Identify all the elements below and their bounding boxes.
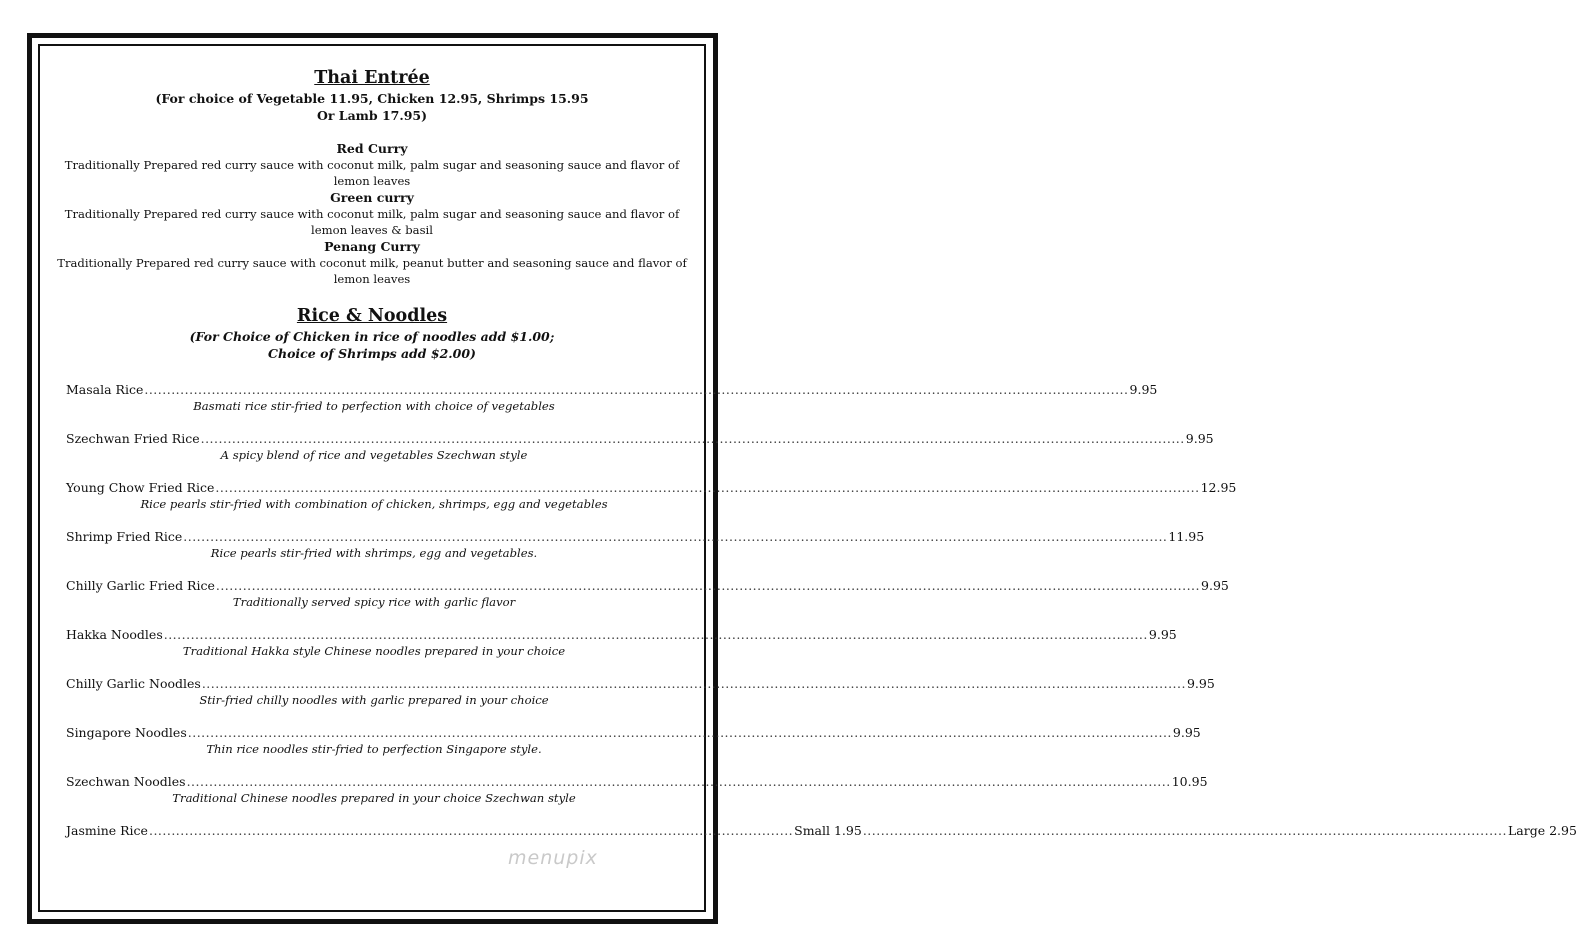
leader-dots: ............................................................................................................................................................................................................................ xyxy=(163,627,1148,642)
rice-section-header xyxy=(40,304,704,362)
menu-item xyxy=(66,578,1229,611)
menupix-watermark: menupix xyxy=(508,847,598,869)
menu-item xyxy=(66,725,1201,758)
menu-item-name: Shrimp Fried Rice xyxy=(66,529,183,544)
menu-item-price: 9.95 xyxy=(1129,382,1158,397)
leader-dots: ............................................................................................................................................................................................................................ xyxy=(201,676,1186,691)
leader-dots: ................................................................................................................................................ xyxy=(862,823,1507,838)
thai-section xyxy=(40,66,704,287)
menu-item-price: 11.95 xyxy=(1168,529,1205,544)
menu-item-price: 10.95 xyxy=(1171,774,1208,789)
curry-desc-red: Traditionally Prepared red curry sauce with coconut milk, palm sugar and seasoning sauce and flavor of lemon leaves xyxy=(64,158,680,188)
menu-item-name: Chilly Garlic Noodles xyxy=(66,676,201,691)
menu-item-desc: Stir-fried chilly noodles with garlic prepared in your choice xyxy=(199,693,549,707)
menu-item xyxy=(66,676,1215,709)
menu-item-name: Singapore Noodles xyxy=(66,725,187,740)
menu-item-price: 9.95 xyxy=(1185,431,1214,446)
menu-item-name: Masala Rice xyxy=(66,382,144,397)
menu-item-desc: A spicy blend of rice and vegetables Szechwan style xyxy=(220,448,528,462)
menu-item-desc: Rice pearls stir-fried with shrimps, egg and vegetables. xyxy=(210,546,538,560)
menu-item-desc: Traditional Chinese noodles prepared in your choice Szechwan style xyxy=(172,791,576,805)
curry-name-penang: Penang Curry xyxy=(324,239,420,254)
menu-item xyxy=(66,431,1214,464)
rice-items-list xyxy=(40,382,1237,807)
menu-item-desc: Thin rice noodles stir-fried to perfection Singapore style. xyxy=(206,742,542,756)
leader-dots: ............................................................................................................................................................................................................................ xyxy=(200,431,1185,446)
rice-subtitle-line2: Choice of Shrimps add $2.00) xyxy=(268,346,476,361)
menu-item xyxy=(66,529,1205,562)
curry-desc-penang: Traditionally Prepared red curry sauce with coconut milk, peanut butter and seasoning sauce and flavor of lemon leaves xyxy=(57,256,687,286)
jasmine-rice-name: Jasmine Rice xyxy=(66,823,148,838)
menu-item-price: 9.95 xyxy=(1148,627,1177,642)
thai-subtitle-line1: (For choice of Vegetable 11.95, Chicken 12.95, Shrimps 15.95 xyxy=(155,91,589,106)
menu-item xyxy=(66,627,1177,660)
menu-item-price: 9.95 xyxy=(1201,578,1229,593)
menu-item-name: Szechwan Noodles xyxy=(66,774,186,789)
leader-dots: ............................................................................................................................................................................................................................ xyxy=(183,529,1168,544)
menu-item-name: Hakka Noodles xyxy=(66,627,163,642)
rice-title: Rice & Noodles xyxy=(296,306,448,326)
jasmine-rice-item xyxy=(66,823,1577,839)
curry-name-red: Red Curry xyxy=(336,141,408,156)
menu-item-price: 9.95 xyxy=(1172,725,1201,740)
menu-item xyxy=(66,480,1237,513)
menu-item-price: 12.95 xyxy=(1200,480,1237,495)
menu-item xyxy=(66,382,1158,415)
thai-subtitle-line2: Or Lamb 17.95) xyxy=(316,108,428,123)
leader-dots: ............................................................................................................................................................................................................................ xyxy=(187,725,1172,740)
menu-item-name: Young Chow Fried Rice xyxy=(66,480,215,495)
menu-item-name: Chilly Garlic Fried Rice xyxy=(66,578,215,593)
menu-item-desc: Rice pearls stir-fried with combination of chicken, shrimps, egg and vegetables xyxy=(140,497,608,511)
menu-item-desc: Traditionally served spicy rice with garlic flavor xyxy=(232,595,516,609)
menu-item-price: 9.95 xyxy=(1186,676,1215,691)
menu-content xyxy=(40,66,1577,839)
menu-item-desc: Traditional Hakka style Chinese noodles prepared in your choice xyxy=(182,644,566,658)
leader-dots: ............................................................................................................................................................................................................................ xyxy=(215,480,1200,495)
leader-dots: ............................................................................................................................................................................................................................ xyxy=(215,578,1201,593)
menu-item-desc: Basmati rice stir-fried to perfection with choice of vegetables xyxy=(193,399,555,413)
leader-dots: ............................................................................................................................................................................................................................ xyxy=(186,774,1171,789)
jasmine-rice-small-price: Small 1.95 xyxy=(794,823,862,838)
rice-subtitle-line1: (For Choice of Chicken in rice of noodles add $1.00; xyxy=(189,329,555,344)
thai-title: Thai Entrée xyxy=(314,68,430,88)
curry-desc-green: Traditionally Prepared red curry sauce with coconut milk, palm sugar and seasoning sauce and flavor of lemon leaves & basil xyxy=(64,207,680,237)
menu-item-name: Szechwan Fried Rice xyxy=(66,431,200,446)
leader-dots: ................................................................................................................................................ xyxy=(148,823,794,838)
menu-item xyxy=(66,774,1208,807)
jasmine-rice-large-price: Large 2.95 xyxy=(1507,823,1577,838)
leader-dots: ............................................................................................................................................................................................................................ xyxy=(144,382,1129,397)
curry-name-green: Green curry xyxy=(330,190,414,205)
